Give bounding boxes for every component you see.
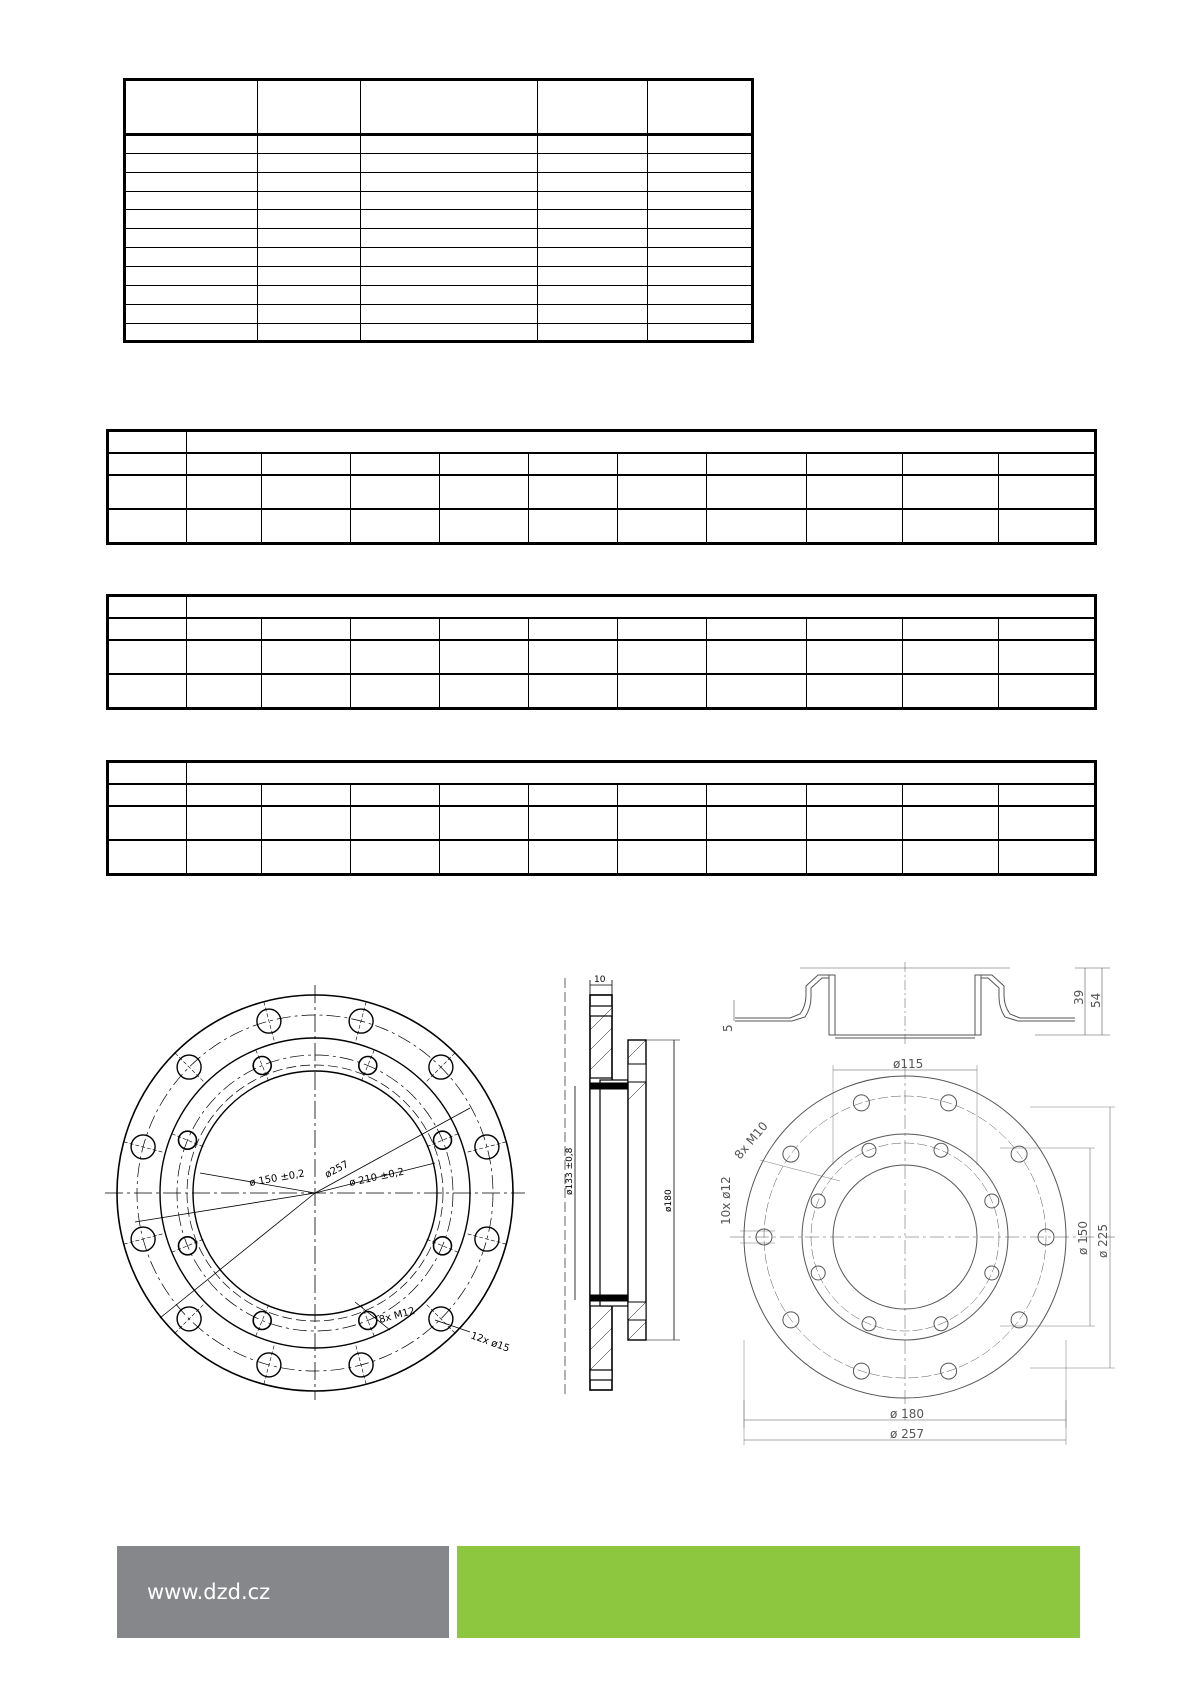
label-w10: 10 [594,975,606,985]
bolt-hole-centerline [468,1142,507,1152]
label-d180-bottom: ø 180 [890,1407,925,1421]
label-d12: 10x ø12 [719,1176,733,1225]
bolt-hole-centerline [356,1346,366,1385]
label-h39: 39 [1072,989,1086,1005]
label-m10: 8x M10 [731,1119,771,1162]
pressed-part-drawing [730,962,1115,1445]
pressed-part-threaded-hole [934,1143,948,1157]
pressed-part-threaded-hole [985,1266,999,1280]
bolt-hole-centerline [124,1142,163,1152]
label-d15: 12x ø15 [468,1330,511,1355]
flange-section-view [565,978,680,1395]
bolt-hole-centerline [427,1053,455,1081]
bolt-hole-centerline [264,1346,274,1385]
label-d257-bottom: ø 257 [890,1427,925,1441]
label-m12: 8x M12 [377,1305,417,1326]
label-d180: ø180 [664,1189,674,1212]
footer-green-bar [457,1546,1080,1638]
label-h54: 54 [1089,992,1103,1008]
pressed-part-hole [783,1146,799,1162]
label-d257: ø257 [323,1159,351,1181]
label-d225: ø 225 [1096,1223,1110,1258]
label-h5: 5 [721,1024,735,1032]
pressed-part-hole [1011,1312,1027,1328]
bolt-hole-centerline [468,1234,507,1244]
footer-url[interactable]: www.dzd.cz [147,1580,271,1604]
label-d150-side: ø 150 [1076,1220,1090,1255]
pressed-part-threaded-hole [811,1266,825,1280]
label-d133: ø133 ±0,8 [565,1147,575,1195]
bolt-hole-centerline [124,1234,163,1244]
label-d115: ø115 [893,1057,924,1071]
bolt-hole-centerline [356,1002,366,1041]
footer-website-bar [117,1546,449,1638]
bolt-hole-centerline [175,1053,203,1081]
bolt-hole-centerline [427,1305,455,1333]
bolt-hole-centerline [264,1002,274,1041]
label-d150: ø 150 ±0,2 [248,1168,306,1189]
bolt-hole-centerline [175,1305,203,1333]
flange-front-view [105,985,525,1400]
label-d210: ø 210 ±0,2 [348,1166,406,1189]
